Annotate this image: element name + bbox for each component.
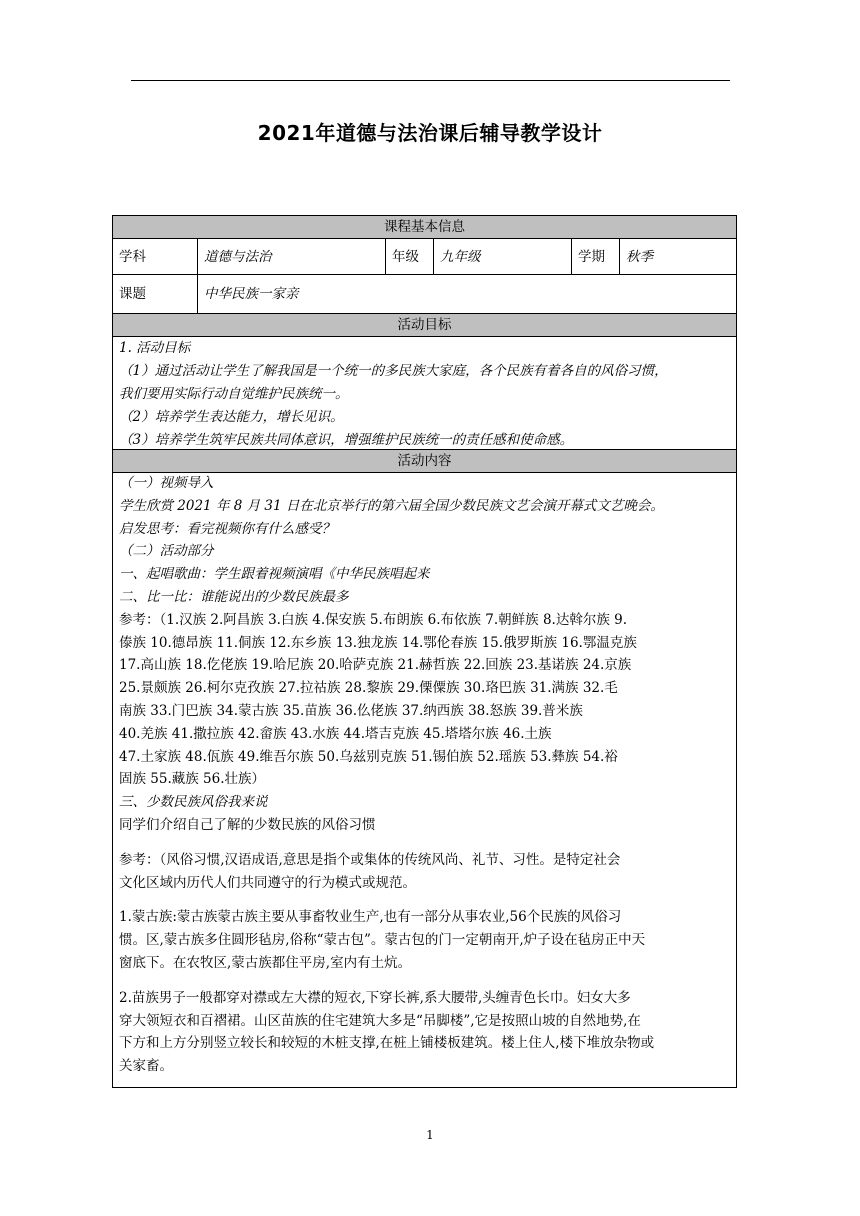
ethnic-list-line: 参考：（1.汉族 2.阿昌族 3.白族 4.保安族 5.布朗族 6.布依族 7.朝鲜族 8.达斡尔族 9. — [119, 611, 628, 628]
miao-line: 关家畜。 — [119, 1058, 173, 1075]
mongol-line: 窗底下。在农牧区,蒙古族都住平房,室内有土炕。 — [119, 954, 412, 971]
grade-value: 九年级 — [434, 239, 572, 274]
ethnic-list-line: 25.景颇族 26.柯尔克孜族 27.拉祜族 28.黎族 29.傈僳族 30.珞巴族 31.满族 32.毛 — [119, 680, 618, 697]
term-label: 学期 — [572, 239, 620, 274]
content-line: （一）视频导入 — [119, 475, 214, 491]
content-line: 启发思考：看完视频你有什么感受？ — [119, 520, 335, 537]
content-section — [119, 472, 731, 1078]
goals-section — [119, 337, 731, 452]
basic-info-header: 课程基本信息 — [113, 216, 736, 239]
topic-label: 课题 — [113, 275, 198, 313]
content-line: 一、起唱歌曲：学生跟着视频演唱《中华民族唱起来 — [119, 566, 430, 583]
lesson-plan-table — [112, 215, 737, 1088]
content-line: 二、比一比：谁能说出的少数民族最多 — [119, 588, 349, 605]
subject-label: 学科 — [113, 239, 198, 274]
ethnic-list-line: 南族 33.门巴族 34.蒙古族 35.苗族 36.仫佬族 37.纳西族 38.怒族 39.普米族 — [119, 702, 583, 719]
mongol-line: 1.蒙古族:蒙古族蒙古族主要从事畜牧业生产,也有一部分从事农业,56个民族的风俗习 — [119, 909, 622, 926]
term-value: 秋季 — [626, 248, 653, 265]
reference-line: 参考：（风俗习惯,汉语成语,意思是指个或集体的传统风尚、礼节、习性。是特定社会 — [119, 851, 621, 868]
goals-line: （2）培养学生表达能力，增长见识。 — [119, 409, 344, 425]
content-line: 学生欣赏 2021 年 8 月 31 日在北京举行的第六届全国少数民族文艺会演开幕式文艺晚会。 — [119, 497, 664, 514]
section3-title: 三、少数民族风俗我来说 — [119, 794, 268, 811]
ethnic-list-line: 40.羌族 41.撒拉族 42.畲族 43.水族 44.塔吉克族 45.塔塔尔族 46.土族 — [119, 725, 552, 742]
ethnic-list-line: 固族 55.藏族 56.壮族） — [119, 771, 266, 788]
reference-line: 文化区域内历代人们共同遵守的行为模式或规范。 — [119, 874, 416, 891]
miao-line: 穿大领短衣和百褶裙。山区苗族的住宅建筑大多是“吊脚楼”,它是按照山坡的自然地势,在 — [119, 1012, 641, 1029]
content-header: 活动内容 — [113, 449, 736, 473]
goals-line: （3）培养学生筑牢民族共同体意识，增强维护民族统一的责任感和使命感。 — [119, 432, 574, 448]
document-title: 2021年道德与法治课后辅导教学设计 — [257, 121, 603, 145]
goals-line: 我们要用实际行动自觉维护民族统一。 — [119, 386, 349, 402]
goals-line: （1）通过活动让学生了解我国是一个统一的多民族大家庭，各个民族有着各自的风俗习惯， — [119, 363, 668, 379]
grade-label: 年级 — [386, 239, 434, 274]
section3-intro: 同学们介绍自己了解的少数民族的风俗习惯 — [119, 816, 376, 833]
ethnic-list-line: 傣族 10.德昂族 11.侗族 12.东乡族 13.独龙族 14.鄂伦春族 15.俄罗斯族 16.鄂温克族 — [119, 634, 637, 651]
goals-line: 1. 活动目标 — [119, 340, 191, 356]
subject-value: 道德与法治 — [198, 239, 386, 274]
miao-line: 2.苗族男子一般都穿对襟或左大襟的短衣,下穿长裤,系大腰带,头缠青色长巾。妇女大多 — [119, 989, 631, 1006]
page-number: 1 — [426, 1128, 434, 1142]
ethnic-list-line: 17.高山族 18.仡佬族 19.哈尼族 20.哈萨克族 21.赫哲族 22.回族 23.基诺族 24.京族 — [119, 657, 632, 674]
mongol-line: 惯。区,蒙古族多住圆形毡房,俗称“蒙古包”。蒙古包的门一定朝南开,炉子设在毡房正中天 — [119, 932, 646, 949]
goals-header: 活动目标 — [113, 313, 736, 337]
ethnic-list-line: 47.土家族 48.佤族 49.维吾尔族 50.乌兹别克族 51.锡伯族 52.瑶族 53.彝族 54.裕 — [119, 748, 618, 765]
miao-line: 下方和上方分别竖立较长和较短的木桩支撑,在桩上铺楼板建筑。楼上住人,楼下堆放杂物或 — [119, 1035, 655, 1052]
content-line: （二）活动部分 — [119, 543, 214, 560]
header-rule — [131, 80, 730, 81]
topic-value: 中华民族一家亲 — [204, 286, 299, 302]
